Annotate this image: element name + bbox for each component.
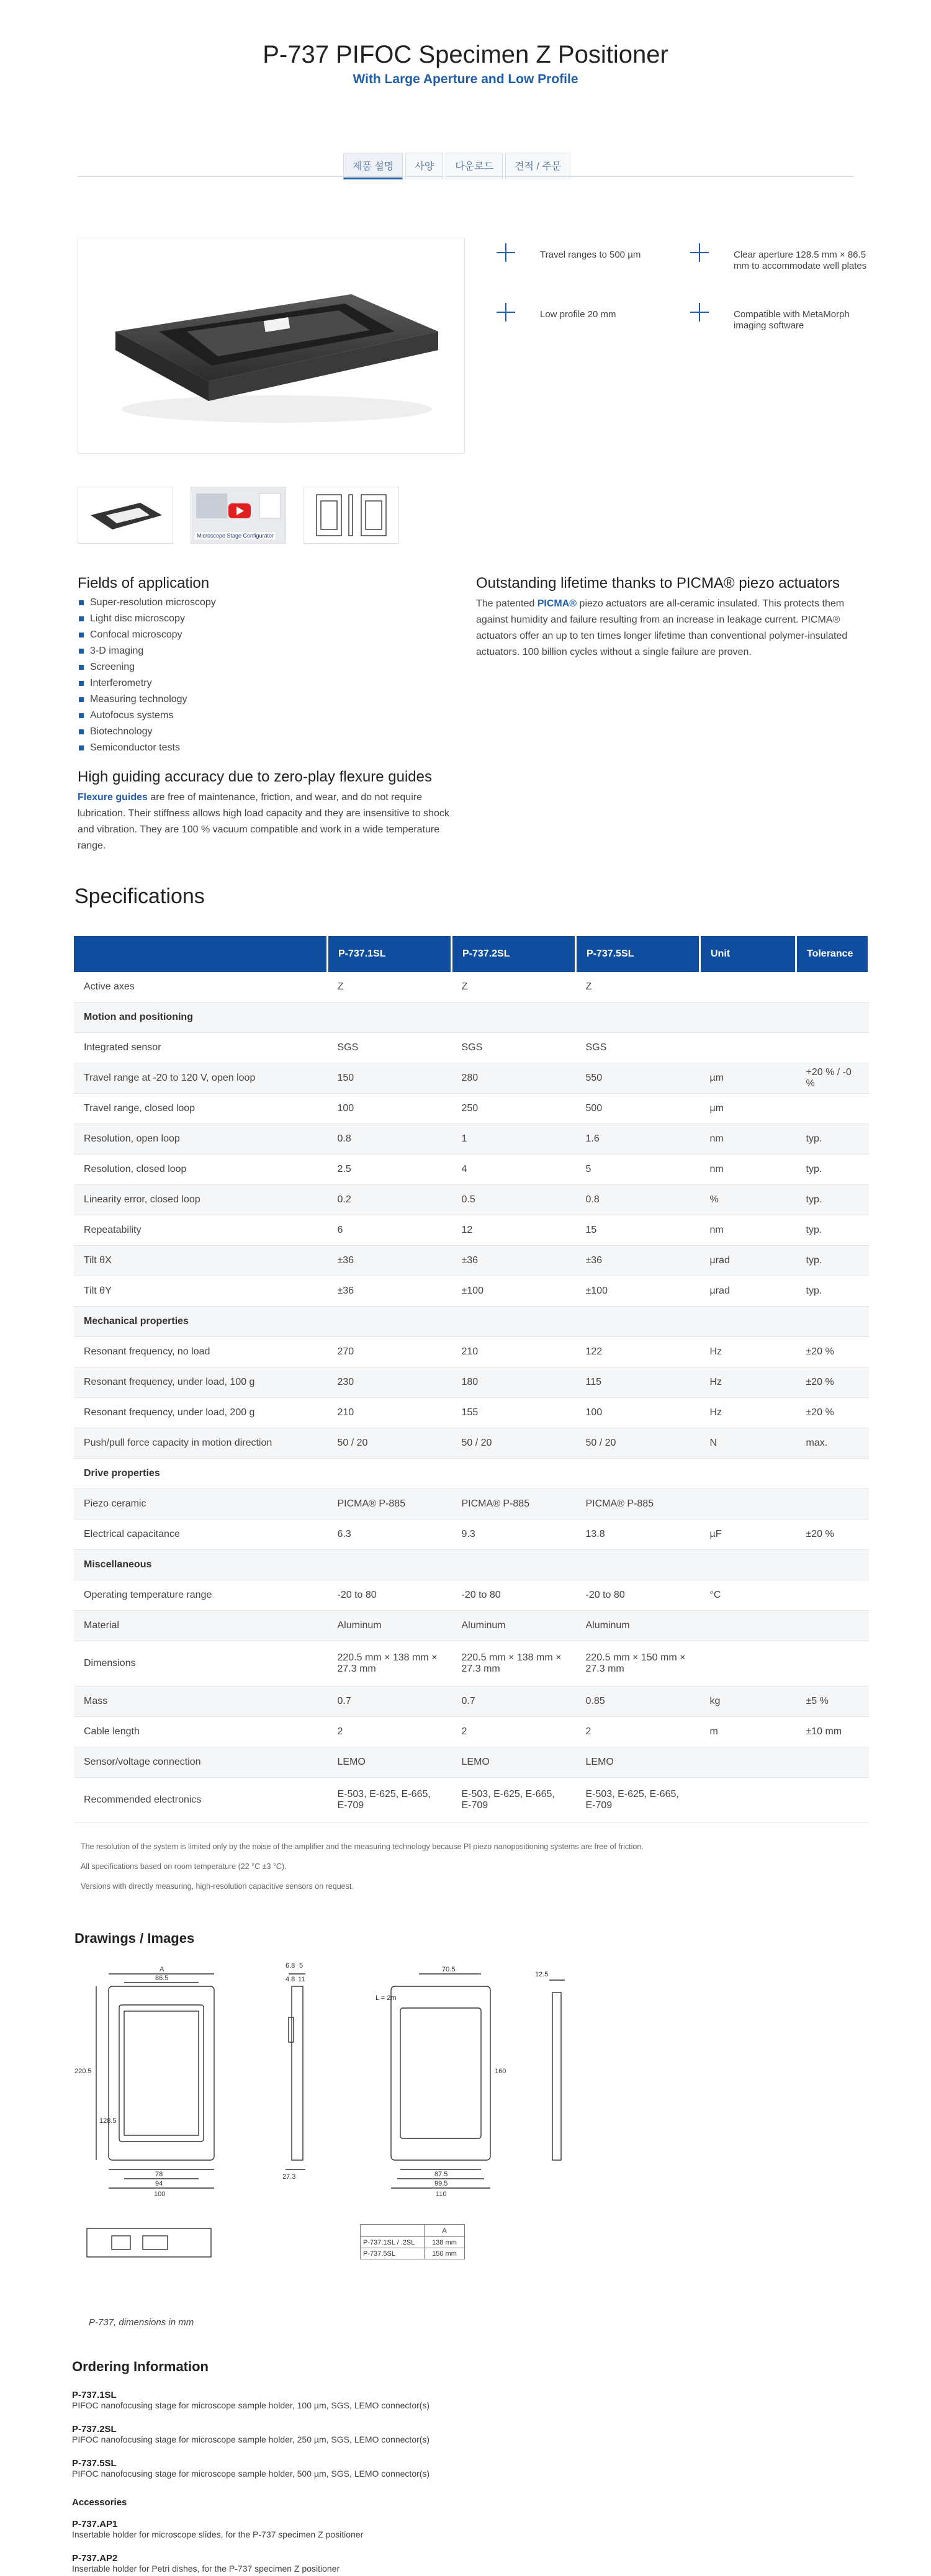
table-cell: 220.5 mm × 138 mm × 27.3 mm [328, 1641, 452, 1687]
list-item: Light disc microscopy [78, 611, 462, 627]
table-cell: Resonant frequency, no load [74, 1337, 328, 1367]
table-cell: Hz [700, 1337, 796, 1367]
table-cell: 1.6 [576, 1124, 700, 1155]
guiding-heading: High guiding accuracy due to zero-play flexure guides [78, 768, 432, 785]
table-header: Tolerance [796, 936, 869, 972]
product-main-image[interactable] [78, 238, 465, 454]
table-cell: 2 [328, 1717, 452, 1747]
table-row [74, 1459, 869, 1489]
table-cell: +20 % / -0 % [796, 1063, 869, 1094]
feature-low-profile: Low profile 20 mm [497, 303, 726, 320]
table-cell: ±100 [452, 1276, 576, 1307]
table-cell: SGS [328, 1033, 452, 1063]
table-cell: Sensor/voltage connection [74, 1747, 328, 1778]
table-cell: 50 / 20 [328, 1428, 452, 1459]
order-desc: PIFOC nanofocusing stage for microscope sample holder, 500 µm, SGS, LEMO connector(s) [72, 2469, 430, 2479]
tab-quote-order[interactable]: 견적 / 주문 [505, 153, 570, 179]
fields-heading: Fields of application [78, 575, 210, 592]
table-cell: °C [700, 1580, 796, 1611]
table-cell: E-503, E-625, E-665, E-709 [452, 1778, 576, 1823]
table-cell [796, 1641, 869, 1687]
table-cell: 2.5 [328, 1155, 452, 1185]
table-cell: ±20 % [796, 1337, 869, 1367]
table-cell: 280 [452, 1063, 576, 1094]
table-cell: 150 [328, 1063, 452, 1094]
order-desc: PIFOC nanofocusing stage for microscope sample holder, 250 µm, SGS, LEMO connector(s) [72, 2434, 430, 2444]
table-cell: Repeatability [74, 1215, 328, 1246]
tab-divider [78, 176, 853, 177]
table-cell: ±36 [328, 1276, 452, 1307]
table-cell: kg [700, 1687, 796, 1717]
table-cell: 9.3 [452, 1520, 576, 1550]
table-cell: µm [700, 1094, 796, 1124]
table-row [74, 1550, 869, 1580]
table-cell: Z [328, 972, 452, 1002]
order-item [72, 2424, 817, 2444]
table-header: P-737.1SL [328, 936, 452, 972]
order-code[interactable]: P-737.5SL [72, 2458, 117, 2469]
table-cell: Push/pull force capacity in motion direction [74, 1428, 328, 1459]
table-cell: 230 [328, 1367, 452, 1398]
list-item: Measuring technology [78, 691, 462, 708]
table-cell: Aluminum [328, 1611, 452, 1641]
spec-note: Versions with directly measuring, high-resolution capacitive sensors on request. [81, 1882, 354, 1891]
table-cell [700, 1611, 796, 1641]
table-cell: ±36 [452, 1246, 576, 1276]
table-cell [700, 972, 796, 1002]
accessories-heading: Accessories [72, 2497, 127, 2508]
table-cell: ±10 mm [796, 1717, 869, 1747]
dim-label: 70.5 [442, 1966, 456, 1973]
table-cell: E-503, E-625, E-665, E-709 [328, 1778, 452, 1823]
table-cell [796, 1778, 869, 1823]
ordering-heading: Ordering Information [72, 2359, 209, 2374]
table-row [74, 1611, 869, 1641]
video-caption: Microscope Stage Configurator [195, 532, 276, 539]
table-cell: Aluminum [452, 1611, 576, 1641]
table-row [74, 1428, 869, 1459]
table-cell: Travel range, closed loop [74, 1094, 328, 1124]
table-cell: typ. [796, 1246, 869, 1276]
table-row [74, 1337, 869, 1367]
table-header: P-737.2SL [452, 936, 576, 972]
table-cell: 210 [452, 1337, 576, 1367]
table-cell: 0.85 [576, 1687, 700, 1717]
table-cell: 12 [452, 1215, 576, 1246]
table-row [74, 1687, 869, 1717]
plus-icon [690, 243, 709, 262]
order-item [72, 2519, 817, 2539]
table-cell: Integrated sensor [74, 1033, 328, 1063]
table-cell: 550 [576, 1063, 700, 1094]
dim-label: 27.3 [282, 2173, 296, 2181]
dim-label: 12.5 [535, 1971, 549, 1978]
picma-link[interactable]: PICMA® [537, 598, 577, 609]
table-cell: µF [700, 1520, 796, 1550]
table-header: P-737.5SL [576, 936, 700, 972]
table-cell: 5 [576, 1155, 700, 1185]
table-cell: Cable length [74, 1717, 328, 1747]
dim-label: 6.8 [286, 1962, 295, 1970]
table-cell: 13.8 [576, 1520, 700, 1550]
plus-icon [497, 243, 515, 262]
dim-label: 160 [495, 2068, 506, 2075]
table-cell: 6 [328, 1215, 452, 1246]
table-cell: % [700, 1185, 796, 1215]
table-cell [700, 1778, 796, 1823]
dimension-legend-table: A P-737.1SL / .2SL 138 mm P-737.5SL 150 mm [360, 2224, 465, 2259]
dim-label: L = 2m [376, 1994, 397, 2002]
ordering-list [72, 2390, 817, 2574]
thumbnail-product[interactable] [78, 487, 173, 544]
dim-label: 5 [299, 1962, 304, 1970]
table-cell: SGS [576, 1033, 700, 1063]
table-cell: Z [452, 972, 576, 1002]
table-row [74, 1185, 869, 1215]
table-cell: 115 [576, 1367, 700, 1398]
table-row [74, 1307, 869, 1337]
table-cell: Tilt θX [74, 1246, 328, 1276]
table-cell: typ. [796, 1215, 869, 1246]
plus-icon [690, 303, 709, 322]
specifications-table [74, 936, 870, 1823]
table-cell: 220.5 mm × 150 mm × 27.3 mm [576, 1641, 700, 1687]
feature-clear-aperture: Clear aperture 128.5 mm × 86.5 mm to accommodate well plates [690, 243, 867, 272]
table-cell: Mass [74, 1687, 328, 1717]
table-cell: nm [700, 1215, 796, 1246]
table-cell [700, 1641, 796, 1687]
table-cell: m [700, 1717, 796, 1747]
table-cell: Resolution, open loop [74, 1124, 328, 1155]
table-cell: nm [700, 1124, 796, 1155]
table-cell: Hz [700, 1398, 796, 1428]
table-cell: ±5 % [796, 1687, 869, 1717]
table-cell: max. [796, 1428, 869, 1459]
table-section-header: Motion and positioning [74, 1002, 869, 1033]
table-cell [796, 1094, 869, 1124]
spec-note: The resolution of the system is limited only by the noise of the amplifier and the measuring technology because PI piezo nanopositioning systems are free of friction. [81, 1842, 644, 1851]
table-row [74, 1641, 869, 1687]
list-item: Confocal microscopy [78, 627, 462, 643]
dim-label: 11 [298, 1976, 305, 1983]
table-cell: Resonant frequency, under load, 200 g [74, 1398, 328, 1428]
table-cell: 0.7 [452, 1687, 576, 1717]
tab-specifications[interactable]: 사양 [405, 153, 443, 179]
order-code[interactable]: P-737.AP2 [72, 2553, 118, 2564]
table-row [74, 1063, 869, 1094]
table-row [74, 1489, 869, 1520]
order-code[interactable]: P-737.AP1 [72, 2519, 118, 2529]
list-item: Interferometry [78, 675, 462, 691]
table-cell: E-503, E-625, E-665, E-709 [576, 1778, 700, 1823]
table-cell [700, 1489, 796, 1520]
tab-downloads[interactable]: 다운로드 [446, 153, 503, 179]
specifications-heading: Specifications [74, 885, 205, 908]
list-item: Semiconductor tests [78, 740, 462, 756]
table-header: Unit [700, 936, 796, 972]
table-row [74, 1002, 869, 1033]
table-section-header: Mechanical properties [74, 1307, 869, 1337]
table-cell: 0.2 [328, 1185, 452, 1215]
table-row [74, 1520, 869, 1550]
table-row [74, 1580, 869, 1611]
table-row [74, 1094, 869, 1124]
table-cell: 270 [328, 1337, 452, 1367]
table-cell: Resolution, closed loop [74, 1155, 328, 1185]
table-cell: LEMO [328, 1747, 452, 1778]
table-header [74, 936, 328, 972]
table-cell: PICMA® P-885 [328, 1489, 452, 1520]
table-cell: µrad [700, 1276, 796, 1307]
table-cell: Hz [700, 1367, 796, 1398]
table-cell: Operating temperature range [74, 1580, 328, 1611]
table-cell: 50 / 20 [576, 1428, 700, 1459]
table-cell: SGS [452, 1033, 576, 1063]
table-cell [796, 1580, 869, 1611]
table-cell: 15 [576, 1215, 700, 1246]
table-cell: 250 [452, 1094, 576, 1124]
table-section-header: Miscellaneous [74, 1550, 869, 1580]
page-subtitle: With Large Aperture and Low Profile [353, 72, 578, 86]
order-item [72, 2553, 817, 2574]
table-cell: µm [700, 1063, 796, 1094]
dim-label: 94 [155, 2180, 163, 2187]
dim-label: 78 [155, 2171, 163, 2178]
table-cell: 2 [452, 1717, 576, 1747]
table-cell: 0.7 [328, 1687, 452, 1717]
table-cell: 500 [576, 1094, 700, 1124]
list-item: 3-D imaging [78, 643, 462, 659]
table-cell: typ. [796, 1155, 869, 1185]
table-cell: PICMA® P-885 [452, 1489, 576, 1520]
order-code[interactable]: P-737.2SL [72, 2424, 117, 2434]
table-cell: 1 [452, 1124, 576, 1155]
list-item: Screening [78, 659, 462, 675]
flexure-guides-link[interactable]: Flexure guides [78, 792, 148, 803]
table-cell: Piezo ceramic [74, 1489, 328, 1520]
drawing-caption: P-737, dimensions in mm [89, 2317, 194, 2328]
table-cell: ±36 [328, 1246, 452, 1276]
table-cell: typ. [796, 1185, 869, 1215]
dim-label: 100 [154, 2191, 166, 2198]
feature-metamorph: Compatible with MetaMorph imaging software [690, 303, 858, 331]
table-cell: -20 to 80 [452, 1580, 576, 1611]
table-row [74, 1747, 869, 1778]
order-desc: Insertable holder for Petri dishes, for the P-737 specimen Z positioner [72, 2564, 340, 2574]
table-row [74, 1717, 869, 1747]
table-cell: Active axes [74, 972, 328, 1002]
table-cell: Recommended electronics [74, 1778, 328, 1823]
tab-bar [343, 153, 570, 179]
table-cell: ±36 [576, 1246, 700, 1276]
lifetime-section [476, 575, 855, 660]
table-cell: Aluminum [576, 1611, 700, 1641]
table-cell: µrad [700, 1246, 796, 1276]
dim-label: 110 [436, 2191, 447, 2198]
order-desc: PIFOC nanofocusing stage for microscope sample holder, 100 µm, SGS, LEMO connector(s) [72, 2400, 430, 2410]
tab-description[interactable]: 제품 설명 [343, 153, 403, 179]
order-desc: Insertable holder for microscope slides, for the P-737 specimen Z positioner [72, 2529, 364, 2539]
table-row [74, 1398, 869, 1428]
table-cell: 6.3 [328, 1520, 452, 1550]
thumbnail-video[interactable] [191, 487, 286, 544]
table-cell [796, 972, 869, 1002]
dim-label: 86.5 [155, 1975, 169, 1982]
table-cell: typ. [796, 1276, 869, 1307]
table-cell: ±20 % [796, 1520, 869, 1550]
table-row [74, 1367, 869, 1398]
table-cell [796, 1489, 869, 1520]
table-cell: 210 [328, 1398, 452, 1428]
table-cell [700, 1033, 796, 1063]
drawings-heading: Drawings / Images [74, 1930, 195, 1946]
table-cell: ±20 % [796, 1398, 869, 1428]
list-item: Autofocus systems [78, 708, 462, 724]
table-row [74, 1246, 869, 1276]
table-cell: 2 [576, 1717, 700, 1747]
page-title: P-737 PIFOC Specimen Z Positioner [263, 41, 668, 68]
list-item: Biotechnology [78, 724, 462, 740]
table-cell: nm [700, 1155, 796, 1185]
table-cell: Z [576, 972, 700, 1002]
table-row [74, 1215, 869, 1246]
table-cell: LEMO [576, 1747, 700, 1778]
table-cell: 100 [328, 1094, 452, 1124]
table-cell [700, 1747, 796, 1778]
table-cell: Tilt θY [74, 1276, 328, 1307]
lifetime-text: The patented PICMA® piezo actuators are all-ceramic insulated. This protects them against humidity and failure resulting from an increase in leakage current. PICMA® actuators offer an up to ten times longer lifetime than conventional polymer-insulated actuators. 100 billion cycles without a single failure are proven. [476, 598, 848, 657]
table-cell: Material [74, 1611, 328, 1641]
table-cell: Linearity error, closed loop [74, 1185, 328, 1215]
table-cell: 0.5 [452, 1185, 576, 1215]
table-cell: 220.5 mm × 138 mm × 27.3 mm [452, 1641, 576, 1687]
spec-notes [81, 1842, 857, 1891]
thumbnail-drawing[interactable] [304, 487, 399, 544]
lifetime-heading: Outstanding lifetime thanks to PICMA® piezo actuators [476, 575, 840, 592]
fields-of-application [78, 575, 462, 854]
dim-label: 87.5 [434, 2171, 448, 2178]
technical-drawing[interactable] [62, 1955, 590, 2278]
table-cell: 50 / 20 [452, 1428, 576, 1459]
table-cell: ±100 [576, 1276, 700, 1307]
table-cell: ±20 % [796, 1367, 869, 1398]
dim-label: 128.5 [99, 2117, 117, 2125]
table-cell [796, 1033, 869, 1063]
table-cell: 155 [452, 1398, 576, 1428]
table-cell: N [700, 1428, 796, 1459]
dim-label: A [160, 1966, 164, 1973]
table-row [74, 972, 869, 1002]
table-cell: -20 to 80 [328, 1580, 452, 1611]
table-cell: Electrical capacitance [74, 1520, 328, 1550]
table-row [74, 1276, 869, 1307]
table-cell: 122 [576, 1337, 700, 1367]
table-row [74, 1155, 869, 1185]
table-cell: 0.8 [576, 1185, 700, 1215]
table-cell: -20 to 80 [576, 1580, 700, 1611]
order-item [72, 2458, 817, 2479]
fields-list [78, 595, 462, 756]
table-section-header: Drive properties [74, 1459, 869, 1489]
table-row [74, 1033, 869, 1063]
order-item [72, 2390, 817, 2410]
table-cell: Travel range at -20 to 120 V, open loop [74, 1063, 328, 1094]
order-code[interactable]: P-737.1SL [72, 2390, 117, 2400]
table-cell: 4 [452, 1155, 576, 1185]
table-cell: 0.8 [328, 1124, 452, 1155]
table-cell: 100 [576, 1398, 700, 1428]
table-cell: Dimensions [74, 1641, 328, 1687]
table-cell [796, 1611, 869, 1641]
list-item: Super-resolution microscopy [78, 595, 462, 611]
guiding-text: Flexure guides are free of maintenance, friction, and wear, and do not require lubrication. Their stiffness allows high load capacity and they are insensitive to shock and vibration. They are 100 % vacuum compatible and work in a wide temperature range. [78, 792, 449, 851]
table-row [74, 1124, 869, 1155]
spec-note: All specifications based on room temperature (22 °C ±3 °C). [81, 1862, 287, 1871]
dim-label: 4.8 [286, 1976, 295, 1983]
table-cell: 180 [452, 1367, 576, 1398]
table-cell: Resonant frequency, under load, 100 g [74, 1367, 328, 1398]
dim-label: 220.5 [74, 2068, 92, 2075]
table-cell: PICMA® P-885 [576, 1489, 700, 1520]
dim-label: 99.5 [434, 2180, 448, 2187]
table-row [74, 1778, 869, 1823]
table-cell: LEMO [452, 1747, 576, 1778]
plus-icon [497, 303, 515, 322]
table-cell [796, 1747, 869, 1778]
table-cell: typ. [796, 1124, 869, 1155]
feature-travel-range: Travel ranges to 500 µm [497, 243, 726, 261]
